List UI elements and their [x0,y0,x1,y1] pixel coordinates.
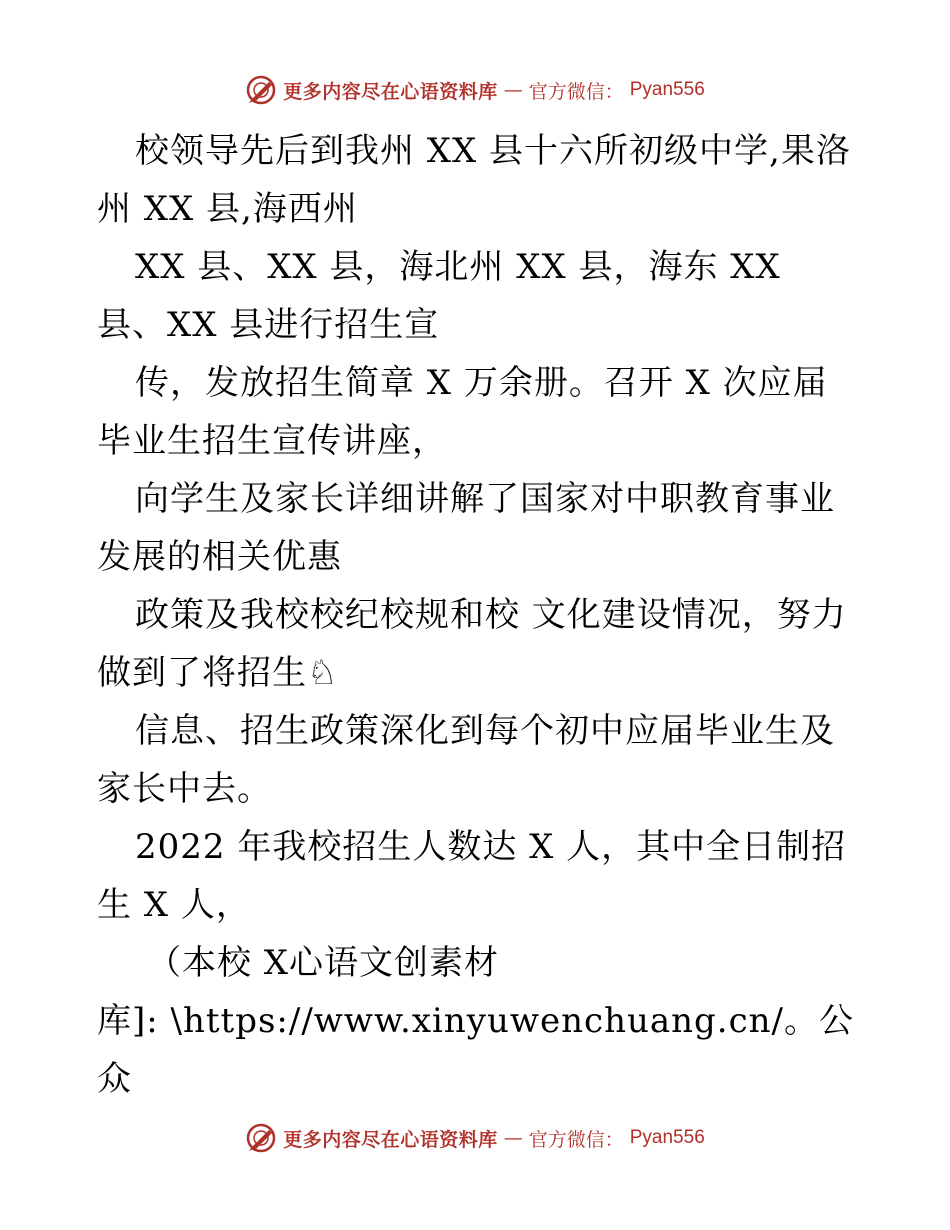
footer-watermark-text: 更多内容尽在心语资料库 [283,1128,498,1151]
footer-contact-id: Pyan556 [629,1127,705,1148]
header-contact-id: Pyan556 [629,79,705,100]
pen-logo-icon [245,74,277,106]
paragraph: XX 县、XX 县，海北州 XX 县，海东 XX 县、XX 县进行招生宣 [97,247,781,345]
paragraph: 传，发放招生简章 X 万余册。召开 X 次应届毕业生招生宣传讲座， [97,363,828,461]
pen-logo-icon [245,1122,277,1154]
paragraph: 2022 年我校招生人数达 X 人，其中全日制招生 X 人， [97,827,847,925]
header-contact-label: 官方微信： [528,80,624,103]
paragraph: 校领导先后到我州 XX 县十六所初级中学,果洛州 XX 县,海西州 [97,131,851,229]
header-watermark [0,74,950,106]
footer-contact-label: 官方微信： [528,1128,624,1151]
paragraph: 信息、招生政策深化到每个初中应届毕业生及家长中去。 [97,711,835,809]
footer-watermark [0,1122,950,1154]
paragraph: （本校 X心语文创素材 [147,943,500,983]
paragraph: 库]: \https://www.xinyuwenchuang.cn/。公众 [97,1001,855,1099]
header-watermark-text: 更多内容尽在心语资料库 [283,80,498,103]
footer-separator: — [503,1127,523,1149]
header-separator: — [503,79,523,101]
paragraph: 向学生及家长详细讲解了国家对中职教育事业发展的相关优惠 [97,479,835,577]
paragraph: 政策及我校校纪校规和校 文化建设情况，努力做到了将招生♘ [97,595,847,693]
document-body [97,122,857,1108]
